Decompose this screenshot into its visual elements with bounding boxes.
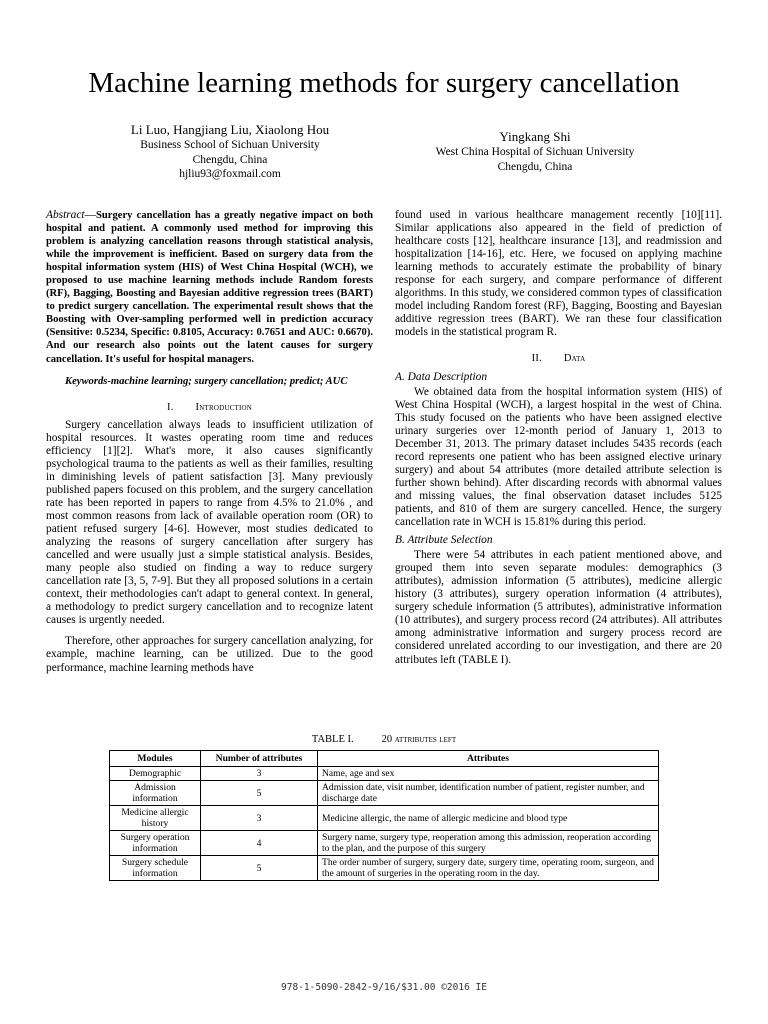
author-city: Chengdu, China <box>192 153 268 166</box>
author-names: Li Luo, Hangjiang Liu, Xiaolong Hou <box>130 122 330 137</box>
cell-count: 3 <box>201 767 318 781</box>
table-title: 20 attributes left <box>381 734 457 745</box>
subsection-heading-data-description: A. Data Description <box>395 370 488 383</box>
copyright-footer: 978-1-5090-2842-9/16/$31.00 ©2016 IE <box>281 982 487 993</box>
cell-count: 3 <box>201 806 318 831</box>
attributes-table <box>109 750 659 881</box>
author-names: Yingkang Shi <box>499 129 571 144</box>
data-description-paragraph: We obtained data from the hospital information system (HIS) of West China Hospital (WCH), a largest hospital in the west of China. This study focused on the patients who have been assigned elective urinary surgeries over 12-month period of January 1, 2013 to December 31, 2013. The primary dataset includes 5435 records (each record represents one patient who has been assigned elective urinary surgery) and about 54 attributes (more detailed attribute selection is further shown behind). After discarding records with abnormal values and missing values, the final observation dataset includes 5125 patients, and 810 of them are surgery cancelled. Hence, the surgery cancellation rate in WCH is 15.81% during this period. <box>395 385 722 529</box>
section-number: I. <box>167 401 174 413</box>
table-number: TABLE I. <box>311 734 354 745</box>
cell-attributes: Medicine allergic, the name of allergic medicine and blood type <box>318 806 659 831</box>
table-row <box>110 781 659 806</box>
table-caption <box>0 734 768 745</box>
table-row <box>110 831 659 856</box>
abstract-body: Surgery cancellation has a greatly negative impact on both hospital and patient. A commonly used method for improving this problem is analyzing cancellation reasons through statistical analysis, while the improvement is inefficient. Based on surgery data from the hospital information system (HIS) of West China Hospital (WCH), we proposed to use machine learning methods include Random forests (RF), Bagging, Boosting and Bayesian additive regression trees (BART) to predict surgery cancellation. The experimental result shows that the Boosting with Over-sampling performed well in prediction accuracy (Sensitive: 0.5234, Specific: 0.8105, Accuracy: 0.7651 and AUC: 0.6670). And our research also points out the latent causes for surgery cancellation. It's useful for hospital managers. <box>46 210 373 365</box>
subsection-heading-attribute-selection: B. Attribute Selection <box>395 534 493 547</box>
cell-module: Admission information <box>110 781 201 806</box>
keywords: Keywords-machine learning; surgery cancellation; predict; AUC <box>65 375 348 387</box>
cell-module: Surgery operation information <box>110 831 201 856</box>
table-row <box>110 856 659 881</box>
section-number: II. <box>531 353 542 365</box>
section-heading-data <box>395 352 722 365</box>
section-title: Introduction <box>195 401 252 413</box>
table-header-row <box>110 751 659 767</box>
author-affiliation: West China Hospital of Sichuan University <box>435 146 635 158</box>
header-number-of-attributes: Number of attributes <box>201 751 318 767</box>
abstract-dash: — <box>84 209 96 221</box>
cell-attributes: Admission date, visit number, identification number of patient, register number, and discharge date <box>318 781 659 806</box>
section-title: Data <box>563 353 586 365</box>
author-email: hjliu93@foxmail.com <box>179 168 281 180</box>
abstract-label: Abstract <box>46 209 85 221</box>
cell-module: Medicine allergic history <box>110 806 201 831</box>
cell-attributes: The order number of surgery, surgery date, surgery time, operating room, surgeon, and the amount of surgeries in the operating room in the day. <box>318 856 659 881</box>
table-row <box>110 767 659 781</box>
section-heading-introduction <box>46 401 373 414</box>
intro-paragraph-2: Therefore, other approaches for surgery cancellation analyzing, for example, machine learning, can be utilized. Due to the good performance, machine learning methods have <box>46 635 373 674</box>
paper-title: Machine learning methods for surgery cancellation <box>88 67 680 99</box>
right-column <box>395 209 722 667</box>
cell-module: Surgery schedule information <box>110 856 201 881</box>
cell-count: 4 <box>201 831 318 856</box>
intro-paragraph-continued: found used in various healthcare management recently [10][11]. Similar applications also appeared in the field of prediction of healthcare costs [12], healthcare insurance [13], and readmission and hospitalization [14-16], etc. Here, we focused on applying machine learning methods to accurately estimate the probability of binary response for each surgery, and compare performance of different algorithms. In this study, we considered common types of classification model including Random forest (RF), Bagging, Boosting and Bayesian additive regression trees (BART). We ran these four classification models in the statistical program R. <box>395 209 722 339</box>
abstract <box>46 209 373 366</box>
author-affiliation: Business School of Sichuan University <box>140 139 320 151</box>
author-city: Chengdu, China <box>497 160 573 173</box>
cell-attributes: Name, age and sex <box>318 767 659 781</box>
intro-paragraph-1: Surgery cancellation always leads to insufficient utilization of hospital resources. It wastes operating room time and reduces efficiency [1][2]. What's more, it also causes significantly psychological trauma to the patients as well as their families, resulting in diminishing levels of patient satisfaction [3]. Many previously published papers focused on this problem, and the surgery cancellation rate has been reported in papers to range from 4.5% to 21.0% , and most common reasons from lack of available operation room (OR) to patient refused surgery [4-6]. However, most studies dedicated to analyzing the reasons of surgery cancellation after surgery has cancelled and were usually just a simple statistical analysis. Besides, many people also studied on finding a way to reduce surgery cancellation rate [3, 5, 7-9]. But they all proposed solutions in a certain context, their methodologies can't adapt to general context. In general, a methodology to predict surgery cancellation and to recognize latent causes is urgently needed. <box>46 418 373 627</box>
author-block-1 <box>80 122 380 182</box>
cell-attributes: Surgery name, surgery type, reoperation among this admission, reoperation according to the plan, and the purpose of this surgery <box>318 831 659 856</box>
header-attributes: Attributes <box>318 751 659 767</box>
left-column <box>46 209 373 675</box>
table-row <box>110 806 659 831</box>
attribute-selection-paragraph: There were 54 attributes in each patient mentioned above, and grouped them into seven separate modules: demographics (3 attributes), admission information (5 attributes), medicine allergic history (3 attributes), surgery operation information (4 attributes), surgery schedule information (5 attributes), administrative information (10 attributes), and surgery process record (24 attributes). All attributes among administrative information and surgery process record are considered unrelated according to our investigation, and there are 20 attributes left (TABLE I). <box>395 549 722 666</box>
cell-module: Demographic <box>110 767 201 781</box>
cell-count: 5 <box>201 856 318 881</box>
header-modules: Modules <box>110 751 201 767</box>
author-block-2 <box>380 129 690 174</box>
cell-count: 5 <box>201 781 318 806</box>
